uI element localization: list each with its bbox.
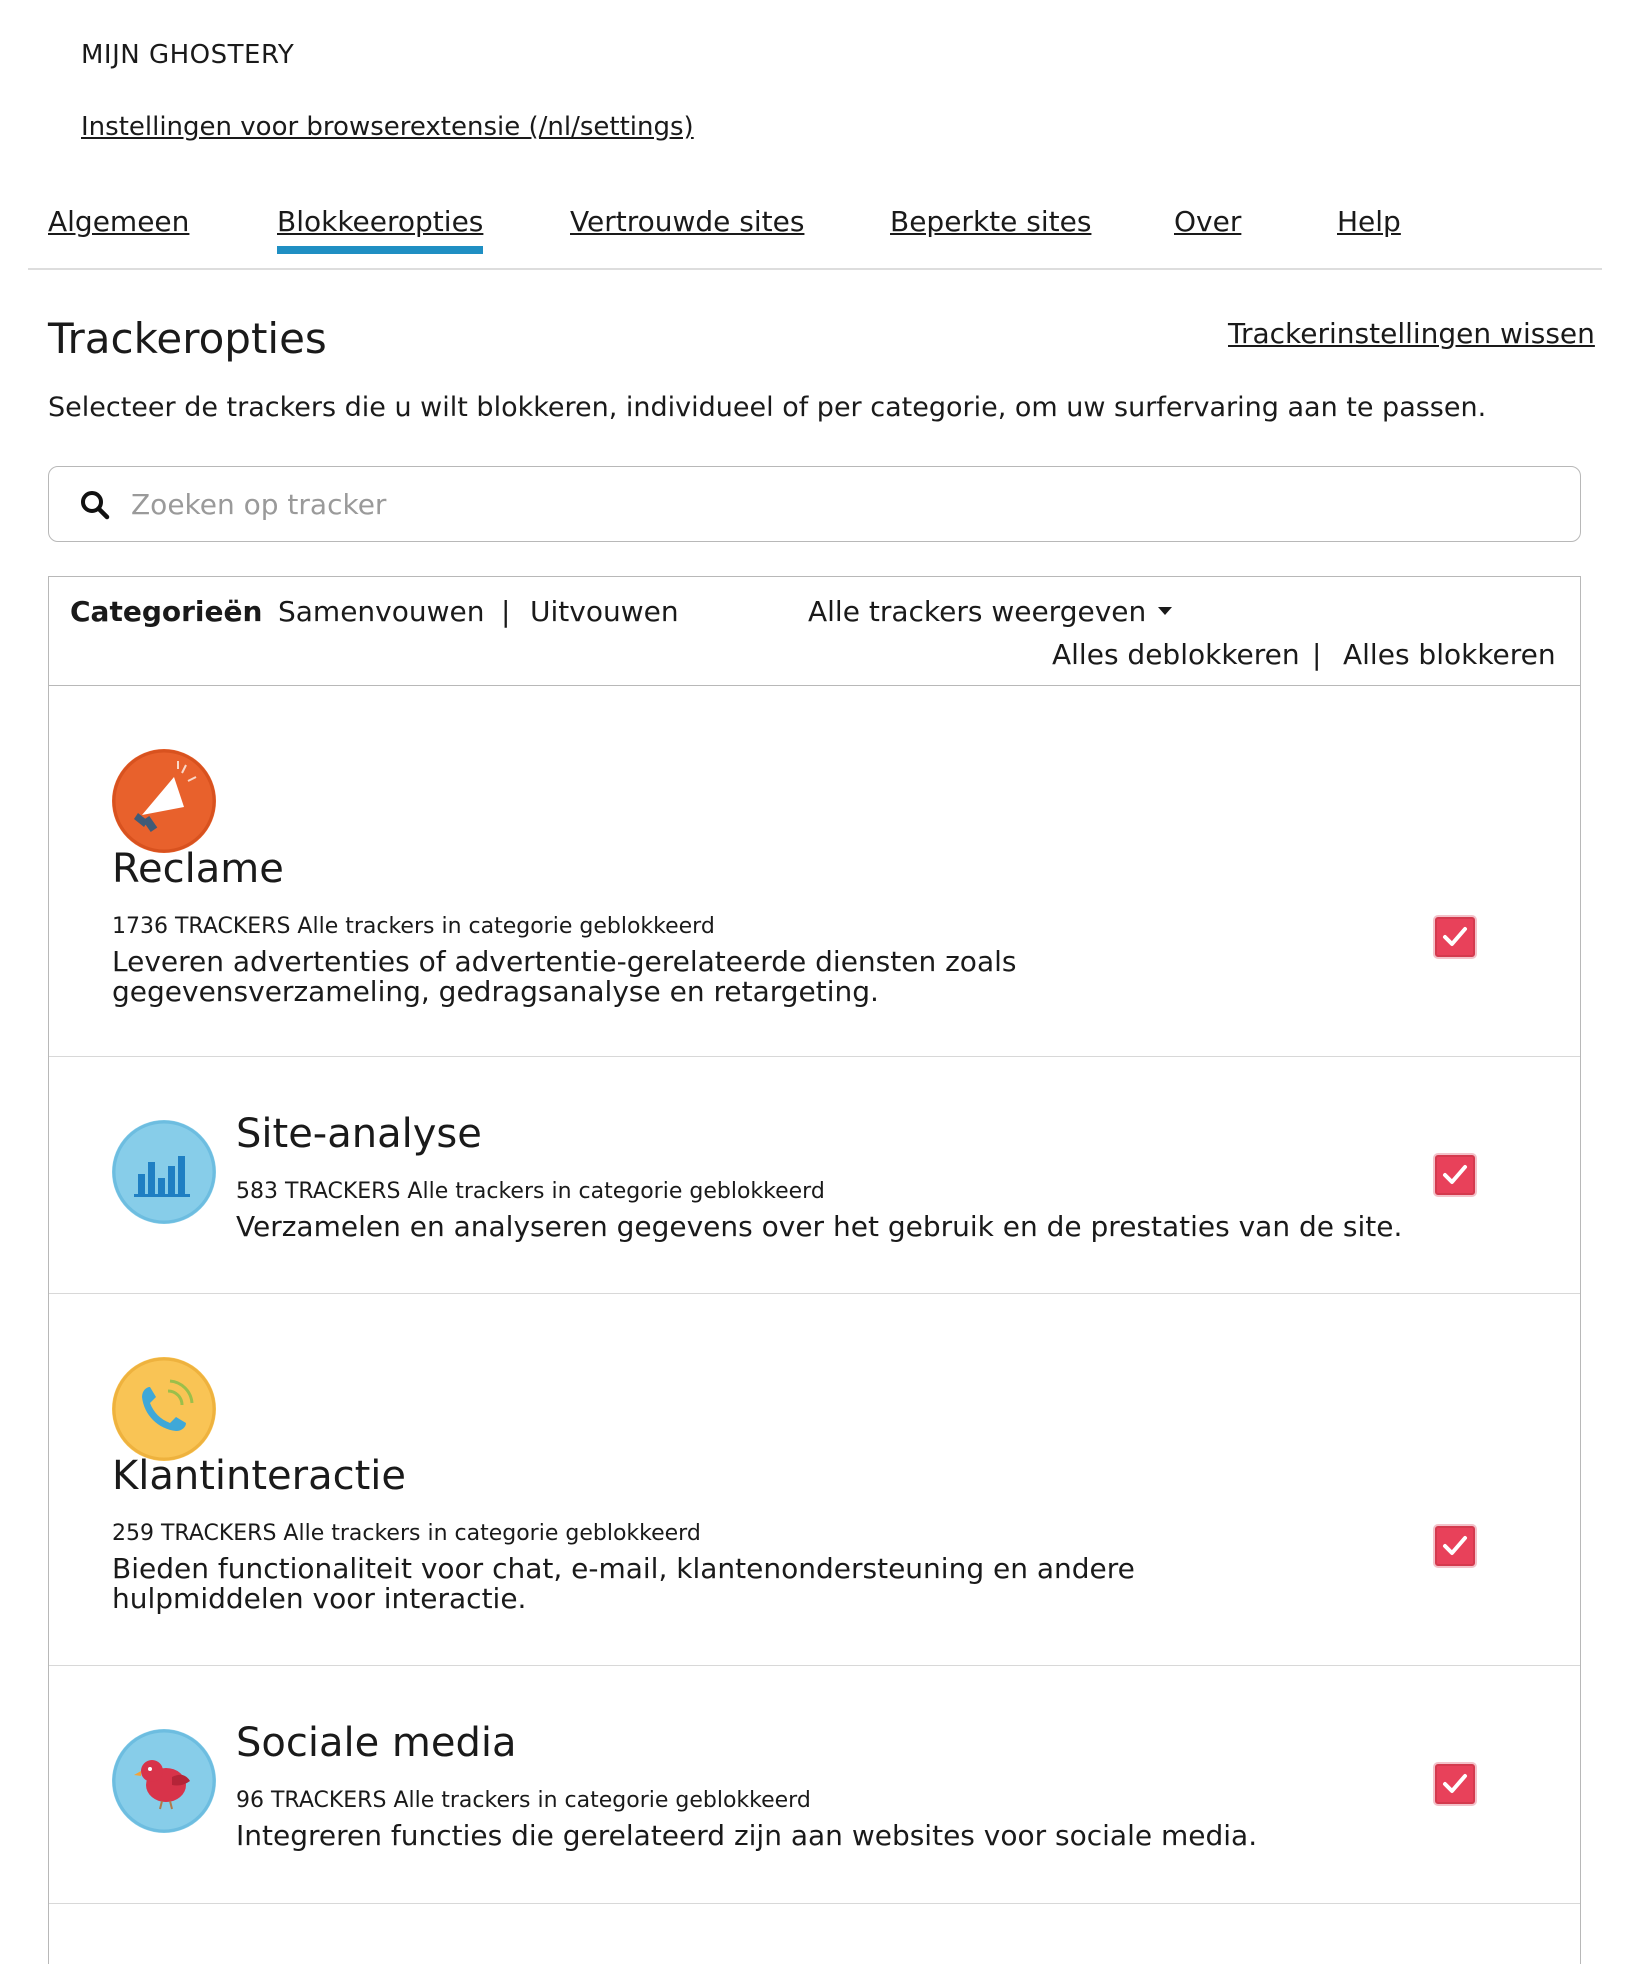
- category-description: Leveren advertenties of advertentie-gerelateerde diensten zoals gegevensverzameling, gedragsanalyse en retargeting.: [112, 945, 1017, 1008]
- bar-chart-icon: [112, 1120, 216, 1224]
- tracker-count: 1736 TRACKERS: [112, 914, 291, 939]
- separator: |: [501, 595, 511, 628]
- tracker-panel: [48, 576, 1581, 1964]
- checkmark-icon: [1441, 1161, 1469, 1189]
- megaphone-icon: [112, 749, 216, 853]
- category-klantinteractie[interactable]: [49, 1294, 1580, 1666]
- category-status: [112, 1521, 701, 1546]
- clear-tracker-settings-link[interactable]: Trackerinstellingen wissen: [1228, 317, 1595, 350]
- tab-help[interactable]: Help: [1337, 205, 1401, 238]
- tabs-divider: [28, 268, 1602, 270]
- category-status: [236, 1788, 811, 1813]
- category-description: Verzamelen en analyseren gegevens over het gebruik en de prestaties van de site.: [236, 1210, 1403, 1243]
- separator: |: [1312, 638, 1322, 671]
- category-block-checkbox[interactable]: [1435, 1155, 1475, 1195]
- checkmark-icon: [1441, 923, 1469, 951]
- brand-title: MIJN GHOSTERY: [81, 40, 295, 70]
- tab-algemeen[interactable]: Algemeen: [48, 205, 190, 238]
- checkmark-icon: [1441, 1770, 1469, 1798]
- category-name: Reclame: [112, 846, 284, 892]
- bird-icon: [112, 1729, 216, 1833]
- block-status: Alle trackers in categorie geblokkeerd: [393, 1788, 811, 1813]
- search-input[interactable]: [131, 479, 1551, 529]
- search-icon: [79, 489, 111, 521]
- search-box[interactable]: [48, 466, 1581, 542]
- category-site-analyse[interactable]: [49, 1057, 1580, 1294]
- phone-icon: [112, 1357, 216, 1461]
- tab-vertrouwde-sites[interactable]: Vertrouwde sites: [570, 205, 805, 238]
- tracker-count: 259 TRACKERS: [112, 1521, 277, 1546]
- category-name: Sociale media: [236, 1720, 517, 1766]
- expand-all-link[interactable]: Uitvouwen: [530, 595, 679, 628]
- filter-dropdown[interactable]: [808, 595, 1172, 628]
- category-name: Klantinteractie: [112, 1453, 407, 1499]
- category-status: [236, 1179, 825, 1204]
- settings-link[interactable]: Instellingen voor browserextensie (/nl/settings): [81, 112, 694, 142]
- filter-dropdown-label: Alle trackers weergeven: [808, 595, 1147, 628]
- category-description: Bieden functionaliteit voor chat, e-mail, klantenondersteuning en andere hulpmiddelen voor interactie.: [112, 1552, 1135, 1615]
- block-status: Alle trackers in categorie geblokkeerd: [297, 914, 715, 939]
- category-description: Integreren functies die gerelateerd zijn aan websites voor sociale media.: [236, 1819, 1258, 1852]
- panel-header: [49, 577, 1580, 686]
- block-status: Alle trackers in categorie geblokkeerd: [283, 1521, 701, 1546]
- category-block-checkbox[interactable]: [1435, 1526, 1475, 1566]
- unblock-all-link[interactable]: Alles deblokkeren: [1052, 638, 1300, 671]
- tracker-count: 96 TRACKERS: [236, 1788, 387, 1813]
- category-status: [112, 914, 715, 939]
- category-block-checkbox[interactable]: [1435, 917, 1475, 957]
- section-description: Selecteer de trackers die u wilt blokkeren, individueel of per categorie, om uw surfervaring aan te passen.: [48, 392, 1487, 423]
- categories-label: Categorieën: [70, 595, 263, 628]
- section-title: Trackeropties: [48, 314, 327, 363]
- tracker-count: 583 TRACKERS: [236, 1179, 401, 1204]
- block-status: Alle trackers in categorie geblokkeerd: [407, 1179, 825, 1204]
- block-all-link[interactable]: Alles blokkeren: [1343, 638, 1556, 671]
- checkmark-icon: [1441, 1532, 1469, 1560]
- category-name: Site-analyse: [236, 1111, 482, 1157]
- tab-bar: [0, 205, 1642, 271]
- category-block-checkbox[interactable]: [1435, 1764, 1475, 1804]
- tab-blokkeeropties[interactable]: Blokkeeropties: [277, 205, 484, 238]
- category-sociale-media[interactable]: [49, 1666, 1580, 1904]
- chevron-down-icon: [1158, 607, 1172, 615]
- collapse-all-link[interactable]: Samenvouwen: [278, 595, 485, 628]
- tab-beperkte-sites[interactable]: Beperkte sites: [890, 205, 1092, 238]
- tab-over[interactable]: Over: [1174, 205, 1242, 238]
- category-reclame[interactable]: [49, 686, 1580, 1057]
